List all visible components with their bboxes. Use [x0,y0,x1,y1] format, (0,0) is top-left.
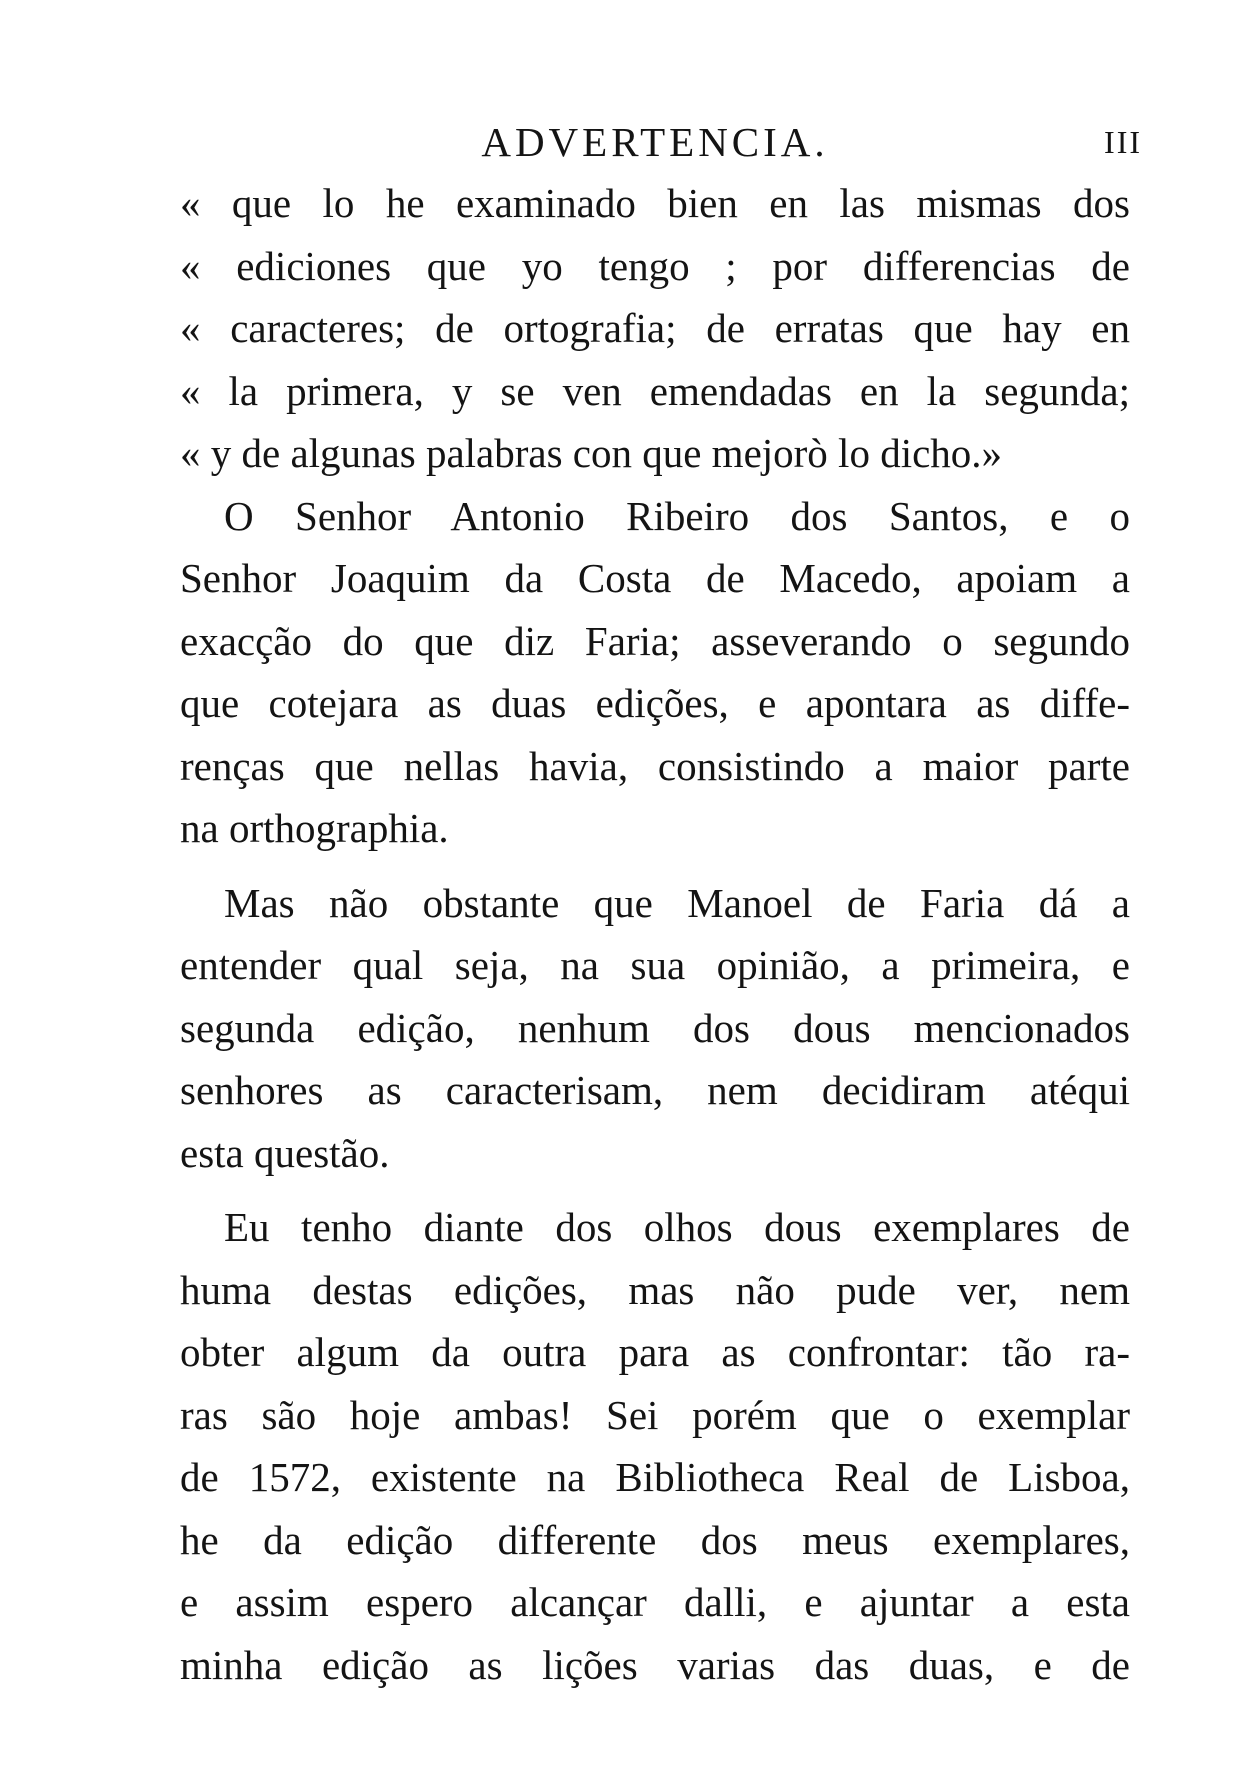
paragraph-line: entender qual seja, na sua opinião, a primeira, e [180,942,1130,988]
paragraph-line: na orthographia. [180,805,449,851]
paragraph-3 [180,1196,1130,1696]
quote-line: « la primera, y se ven emendadas en la segunda; [180,367,1130,414]
paragraph-line: ras são hoje ambas! Sei porém que o exemplar [180,1391,1130,1438]
paragraph-1 [180,485,1130,860]
running-head [180,112,1142,172]
paragraph-line: segunda edição, nenhum dos dous mencionados [180,1004,1130,1051]
quote-line: « que lo he examinado bien en las mismas dos [180,180,1130,226]
paragraph-line: esta questão. [180,1129,390,1176]
body-text [180,172,1130,1696]
paragraph-line: minha edição as lições varias das duas, e de [180,1641,1130,1688]
paragraph-line: senhores as caracterisam, nem decidiram atéqui [180,1067,1130,1113]
paragraph-line: e assim espero alcançar dalli, e ajuntar a esta [180,1579,1130,1625]
paragraph-gap [180,1184,1130,1196]
paragraph-line: he da edição differente dos meus exemplares, [180,1516,1130,1563]
paragraph-line: exacção do que diz Faria; asseverando o segundo [180,617,1130,664]
running-title: ADVERTENCIA. [481,119,829,165]
quote-line: « ediciones que yo tengo ; por differencias de [180,242,1130,289]
paragraph-line: obter algum da outra para as confrontar: tão ra- [180,1329,1130,1375]
paragraph-line: renças que nellas havia, consistindo a maior parte [180,742,1130,789]
page-number: III [1104,124,1142,160]
paragraph-line: Senhor Joaquim da Costa de Macedo, apoiam a [180,555,1130,601]
quote-line: « caracteres; de ortografia; de erratas que hay en [180,305,1130,351]
paragraph-line: Eu tenho diante dos olhos dous exemplares de [224,1204,1130,1250]
paragraph-line: huma destas edições, mas não pude ver, nem [180,1266,1130,1313]
paragraph-line: de 1572, existente na Bibliotheca Real de Lisboa, [180,1454,1130,1500]
quotation-block [180,172,1130,485]
paragraph-line: O Senhor Antonio Ribeiro dos Santos, e o [224,492,1130,539]
paragraph-gap [180,860,1130,872]
paragraph-line: que cotejara as duas edições, e apontara as diffe- [180,680,1130,726]
paragraph-2 [180,872,1130,1185]
paragraph-line: Mas não obstante que Manoel de Faria dá a [224,879,1130,926]
quote-line: « y de algunas palabras con que mejorò lo dicho.» [180,430,1003,476]
